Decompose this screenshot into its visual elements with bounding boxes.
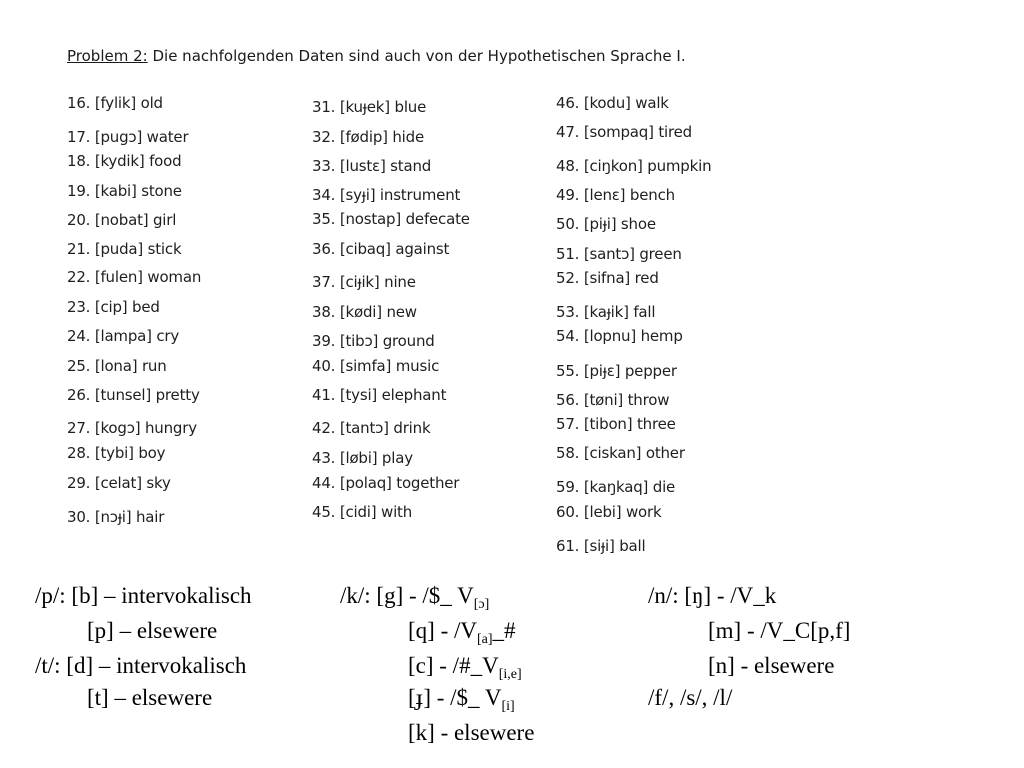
rule-k-elsewhere: [k] - elsewere [408, 720, 535, 745]
problem-label: Problem 2: [67, 47, 148, 65]
rule-k-g-sub: [ɔ] [473, 597, 490, 612]
rule-k-q-tail: _# [492, 618, 516, 643]
rule-k-g [340, 583, 490, 612]
rule-k-j [408, 685, 515, 714]
data-entry: 59. [kaŋkaq] die [556, 478, 676, 496]
data-entry: 48. [ciŋkon] pumpkin [556, 157, 712, 175]
data-entry: 56. [tøni] throw [556, 391, 670, 409]
rule-k-c [408, 653, 522, 682]
data-entry: 17. [pugɔ] water [67, 128, 189, 146]
data-entry: 29. [celat] sky [67, 474, 171, 492]
data-entry: 47. [sompaq] tired [556, 123, 692, 141]
rule-k-q [408, 618, 516, 647]
data-entry: 55. [piɟɛ] pepper [556, 362, 677, 380]
data-entry: 23. [cip] bed [67, 298, 160, 316]
rule-n-eng: /n/: [ŋ] - /V_k [648, 583, 777, 608]
data-entry: 36. [cibaq] against [312, 240, 450, 258]
data-entry: 16. [fylik] old [67, 94, 163, 112]
data-entry: 44. [polaq] together [312, 474, 460, 492]
rule-k-j-text: [ɟ] - /$_ V [408, 685, 502, 710]
rule-k-q-sub: [a] [476, 632, 493, 647]
rule-t-elsewhere: [t] – elsewere [87, 685, 213, 710]
data-entry: 61. [siɟi] ball [556, 537, 646, 555]
data-entry: 39. [tibɔ] ground [312, 332, 435, 350]
data-entry: 22. [fulen] woman [67, 268, 202, 286]
data-entry: 33. [lustɛ] stand [312, 157, 432, 175]
rule-n-m: [m] - /V_C[p,f] [708, 618, 851, 643]
data-entry: 57. [tibon] three [556, 415, 676, 433]
data-entry: 41. [tysi] elephant [312, 386, 447, 404]
data-entry: 32. [fødip] hide [312, 128, 424, 146]
rule-n-elsewhere: [n] - elsewere [708, 653, 835, 678]
data-entry: 46. [kodu] walk [556, 94, 669, 112]
data-entry: 45. [cidi] with [312, 503, 413, 521]
data-entry: 21. [puda] stick [67, 240, 182, 258]
data-entry: 24. [lampa] cry [67, 327, 180, 345]
data-entry: 19. [kabi] stone [67, 182, 182, 200]
data-entry: 54. [lopnu] hemp [556, 327, 683, 345]
data-entry: 27. [kogɔ] hungry [67, 419, 197, 437]
data-entry: 58. [ciskan] other [556, 444, 685, 462]
rule-k-g-text: /k/: [g] - /$_ V [340, 583, 474, 608]
data-entry: 20. [nobat] girl [67, 211, 177, 229]
data-entry: 53. [kaɟik] fall [556, 303, 656, 321]
data-entry: 49. [lenɛ] bench [556, 186, 675, 204]
problem-text: Die nachfolgenden Daten sind auch von der Hypothetischen Sprache I. [147, 47, 686, 65]
rule-k-c-text: [c] - /#_V [408, 653, 499, 678]
data-entry: 50. [piɟi] shoe [556, 215, 656, 233]
data-entry: 37. [ciɟik] nine [312, 273, 416, 291]
data-entry: 28. [tybi] boy [67, 444, 166, 462]
data-entry: 52. [sifna] red [556, 269, 659, 287]
data-entry: 26. [tunsel] pretty [67, 386, 200, 404]
rule-p-intervocalic: /p/: [b] – intervokalisch [35, 583, 252, 608]
data-entry: 42. [tantɔ] drink [312, 419, 431, 437]
rule-fsl: /f/, /s/, /l/ [648, 685, 733, 710]
rule-k-c-sub: [i,e] [498, 667, 522, 682]
data-entry: 30. [nɔɟi] hair [67, 508, 165, 526]
data-entry: 34. [syɟi] instrument [312, 186, 461, 204]
data-entry: 43. [løbi] play [312, 449, 413, 467]
rule-k-j-sub: [i] [501, 699, 515, 714]
data-entry: 35. [nostap] defecate [312, 210, 470, 228]
data-entry: 31. [kuɟek] blue [312, 98, 427, 116]
data-entry: 38. [kødi] new [312, 303, 417, 321]
data-entry: 25. [lona] run [67, 357, 167, 375]
rule-k-q-text: [q] - /V [408, 618, 477, 643]
data-entry: 60. [lebi] work [556, 503, 662, 521]
data-entry: 18. [kydik] food [67, 152, 182, 170]
data-entry: 51. [santɔ] green [556, 245, 682, 263]
data-entry: 40. [simfa] music [312, 357, 440, 375]
rule-t-intervocalic: /t/: [d] – intervokalisch [35, 653, 247, 678]
rule-p-elsewhere: [p] – elsewere [87, 618, 218, 643]
